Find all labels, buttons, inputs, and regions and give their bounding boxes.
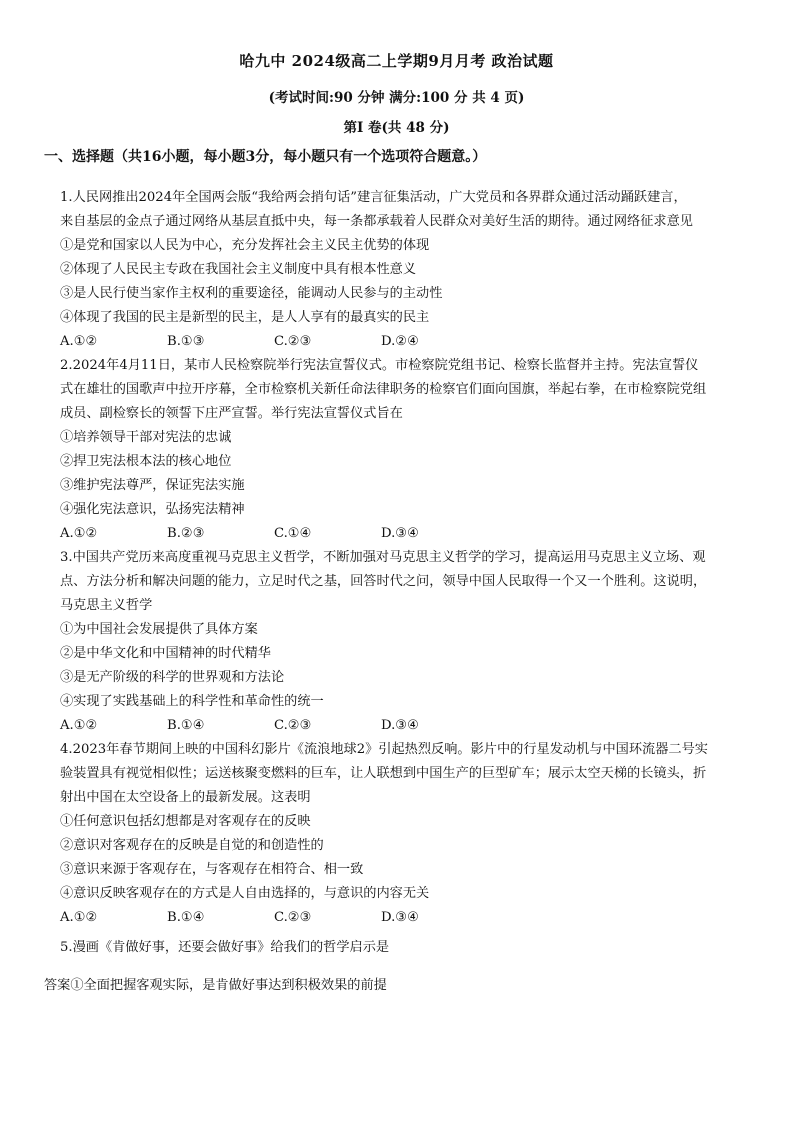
choice-d: D.②④ [381, 334, 419, 349]
choice-c: C.②③ [274, 334, 312, 349]
answer-choices [60, 906, 750, 930]
question-stem-line: 点、方法分析和解决问题的能力，立足时代之基，回答时代之问，领导中国人民取得一个又一个胜利。这说明， [60, 574, 707, 589]
answer-choices [60, 522, 750, 546]
statement-option: ①为中国社会发展提供了具体方案 [60, 622, 258, 637]
question-4 [60, 738, 750, 930]
question-stem-line: 验装置具有视觉相似性；运送核聚变燃料的巨车，让人联想到中国生产的巨型矿车；展示太空天梯的长镜头，折 [60, 766, 707, 781]
statement-option: ①是党和国家以人民为中心，充分发挥社会主义民主优势的体现 [60, 238, 430, 253]
choice-b: B.①③ [167, 334, 205, 349]
answer-text: 答案①全面把握客观实际，是肯做好事达到积极效果的前提 [44, 978, 387, 993]
statement-option: ③维护宪法尊严，保证宪法实施 [60, 478, 245, 493]
choice-b: B.①④ [167, 910, 205, 925]
part-heading: 第Ⅰ 卷(共 48 分) [343, 120, 450, 136]
question-stem-line: 2.2024年4月11日，某市人民检察院举行宪法宣誓仪式。市检察院党组书记、检察长监督并主持。宪法宣誓仪 [60, 358, 699, 373]
choice-c: C.①④ [274, 526, 312, 541]
question-stem-line: 1.人民网推出2024年全国两会版“我给两会捎句话”建言征集活动，广大党员和各界群众通过活动踊跃建言， [60, 190, 687, 205]
choice-d: D.③④ [381, 718, 419, 733]
choice-a: A.①② [60, 910, 98, 925]
question-stem-line: 5.漫画《肯做好事，还要会做好事》给我们的哲学启示是 [60, 940, 390, 955]
statement-option: ②体现了人民民主专政在我国社会主义制度中具有根本性意义 [60, 262, 417, 277]
question-5 [60, 936, 750, 960]
statement-option: ②捍卫宪法根本法的核心地位 [60, 454, 232, 469]
choice-a: A.①② [60, 526, 98, 541]
statement-option: ②意识对客观存在的反映是自觉的和创造性的 [60, 838, 324, 853]
question-1 [60, 186, 750, 354]
answer-choices [60, 330, 750, 354]
statement-option: ④体现了我国的民主是新型的民主，是人人享有的最真实的民主 [60, 310, 430, 325]
statement-option: ③意识来源于客观存在，与客观存在相符合、相一致 [60, 862, 364, 877]
question-stem-line: 马克思主义哲学 [60, 598, 153, 613]
statement-option: ④意识反映客观存在的方式是人自由选择的，与意识的内容无关 [60, 886, 430, 901]
question-stem-line: 射出中国在太空设备上的最新发展。这表明 [60, 790, 311, 805]
question-stem-line: 式在雄壮的国歌声中拉开序幕，全市检察机关新任命法律职务的检察官们面向国旗，举起右拳，在市检察院党组 [60, 382, 707, 397]
section-heading: 一、选择题（共16小题，每小题3分，每小题只有一个选项符合题意。） [44, 149, 487, 165]
statement-option: ②是中华文化和中国精神的时代精华 [60, 646, 271, 661]
question-2 [60, 354, 750, 546]
statement-option: ①任何意识包括幻想都是对客观存在的反映 [60, 814, 311, 829]
question-list [60, 186, 750, 960]
page-title: 哈九中 2024级高二上学期9月月考 政治试题 [239, 52, 554, 70]
choice-a: A.①② [60, 718, 98, 733]
choice-d: D.③④ [381, 526, 419, 541]
choice-a: A.①② [60, 334, 98, 349]
question-3 [60, 546, 750, 738]
choice-c: C.②③ [274, 718, 312, 733]
question-stem-line: 来自基层的金点子通过网络从基层直抵中央，每一条都承载着人民群众对美好生活的期待。通过网络征求意见 [60, 214, 693, 229]
choice-b: B.②③ [167, 526, 205, 541]
answer-choices [60, 714, 750, 738]
choice-d: D.③④ [381, 910, 419, 925]
question-stem-line: 成员、副检察长的领誓下庄严宣誓。举行宪法宣誓仪式旨在 [60, 406, 403, 421]
question-stem-line: 4.2023年春节期间上映的中国科幻影片《流浪地球2》引起热烈反响。影片中的行星发动机与中国环流器二号实 [60, 742, 708, 757]
statement-option: ③是无产阶级的科学的世界观和方法论 [60, 670, 285, 685]
statement-option: ④实现了实践基础上的科学性和革命性的统一 [60, 694, 324, 709]
statement-option: ④强化宪法意识，弘扬宪法精神 [60, 502, 245, 517]
question-stem-line: 3.中国共产党历来高度重视马克思主义哲学，不断加强对马克思主义哲学的学习，提高运用马克思主义立场、观 [60, 550, 706, 565]
choice-b: B.①④ [167, 718, 205, 733]
statement-option: ①培养领导干部对宪法的忠诚 [60, 430, 232, 445]
choice-c: C.②③ [274, 910, 312, 925]
exam-info: (考试时间:90 分钟 满分:100 分 共 4 页) [268, 90, 525, 106]
statement-option: ③是人民行使当家作主权利的重要途径，能调动人民参与的主动性 [60, 286, 443, 301]
